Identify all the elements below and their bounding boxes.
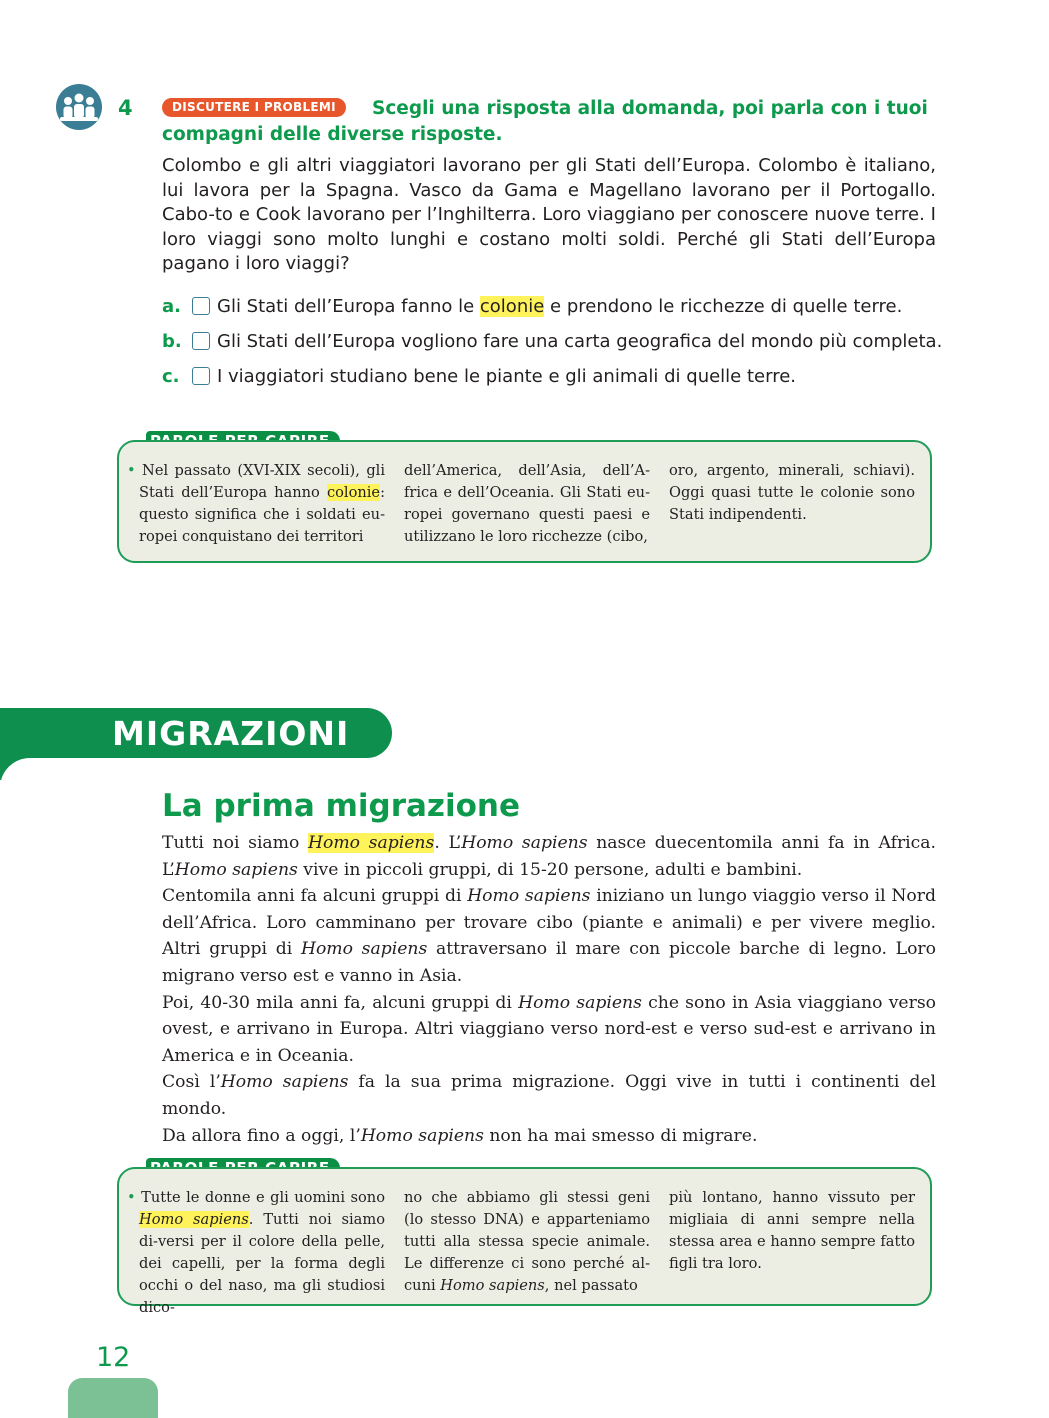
checkbox[interactable] [192, 332, 210, 350]
exercise-number: 4 [118, 96, 133, 120]
paragraph: Centomila anni fa alcuni gruppi di Homo sapiens iniziano un lungo viaggio verso il Nord dell’Africa. Loro camminano per trovare cibo (piante e animali) e per vivere meglio. Altri gruppi di Homo sapiens attraversano il mare con piccole barche di legno. Loro migrano verso est e vanno in Asia. [162, 886, 936, 986]
main-text [162, 830, 936, 1149]
option-text: Gli Stati dell’Europa vogliono fare una carta geografica del mondo più completa. [217, 330, 943, 352]
option-c[interactable] [162, 363, 796, 389]
section-title: MIGRAZIONI [112, 714, 350, 753]
page-heading: La prima migrazione [162, 788, 520, 824]
paragraph: Da allora fino a oggi, l’Homo sapiens non ha mai smesso di migrare. [162, 1125, 758, 1146]
option-text: Gli Stati dell’Europa fanno le colonie e prendono le ricchezze di quelle terre. [217, 295, 903, 317]
highlighted-word: colonie [326, 484, 381, 501]
glossary-column: dell’America, dell’Asia, dell’A-frica e dell’Oceania. Gli Stati eu-ropei governano questi paesi e utilizzano le loro ricchezze (cibo, [404, 462, 650, 545]
option-text: I viaggiatori studiano bene le piante e gli animali di quelle terre. [217, 365, 796, 387]
glossary-column: più lontano, hanno vissuto per migliaia di anni sempre nella stessa area e hanno sempre fatto figli tra loro. [669, 1189, 915, 1272]
option-b[interactable] [162, 328, 942, 354]
checkbox[interactable] [192, 367, 210, 385]
checkbox[interactable] [192, 297, 210, 315]
option-letter: c. [162, 365, 180, 387]
highlighted-word: colonie [479, 295, 545, 317]
paragraph: Poi, 40-30 mila anni fa, alcuni gruppi di Homo sapiens che sono in Asia viaggiano verso ovest, e arrivano in Europa. Altri viaggiano verso nord-est e verso sud-est e arrivano in America e in Oceania. [162, 992, 936, 1066]
exercise-type-badge: DISCUTERE I PROBLEMI [162, 98, 346, 117]
highlighted-word: Homo sapiens [139, 1211, 249, 1228]
exercise-text: Colombo e gli altri viaggiatori lavorano per gli Stati dell’Europa. Colombo è italiano, lui lavora per la Spagna. Vasco da Gama e Magellano lavorano per il Portogallo. Cabo-to e Cook lavorano per l’Inghilterra. Loro viaggiano per conoscere nuove terre. I loro viaggi sono molto lunghi e costano molti soldi. Perché gli Stati dell’Europa pagano i loro viaggi? [162, 155, 936, 275]
exercise-instruction: Scegli una risposta alla domanda, poi parla con i tuoi compagni delle diverse risposte. [162, 98, 928, 145]
glossary-box [117, 440, 932, 563]
glossary-box [117, 1167, 932, 1316]
option-letter: b. [162, 330, 182, 352]
paragraph: Tutti noi siamo Homo sapiens. L’Homo sapiens nasce duecentomila anni fa in Africa. L’Homo sapiens vive in piccoli gruppi, di 15-20 persone, adulti e bambini. [162, 833, 937, 880]
glossary-column: • Nel passato (XVI-XIX secoli), gli Stati dell’Europa hanno colonie: questo significa che i soldati eu-ropei conquistano dei territori [127, 462, 385, 545]
paragraph: Così l’Homo sapiens fa la sua prima migrazione. Oggi vive in tutti i continenti del mondo. [162, 1072, 936, 1119]
highlighted-word: Homo sapiens [308, 833, 435, 853]
group-discussion-icon [56, 84, 102, 130]
option-letter: a. [162, 295, 181, 317]
option-a[interactable] [162, 293, 902, 319]
glossary-column: • Tutte le donne e gli uomini sono Homo sapiens. Tutti noi siamo di-versi per il colore della pelle, dei capelli, per la forma degli occhi o del naso, ma gli studiosi dico- [127, 1189, 385, 1316]
glossary-column: no che abbiamo gli stessi geni (lo stesso DNA) e apparteniamo tutti alla stessa specie animale. Le differenze ci sono perché al-cuni Homo sapiens, nel passato [404, 1189, 650, 1294]
page-tab-decoration [68, 1378, 158, 1418]
page-number: 12 [96, 1342, 131, 1373]
glossary-column: oro, argento, minerali, schiavi). Oggi quasi tutte le colonie sono Stati indipendenti. [669, 462, 915, 523]
